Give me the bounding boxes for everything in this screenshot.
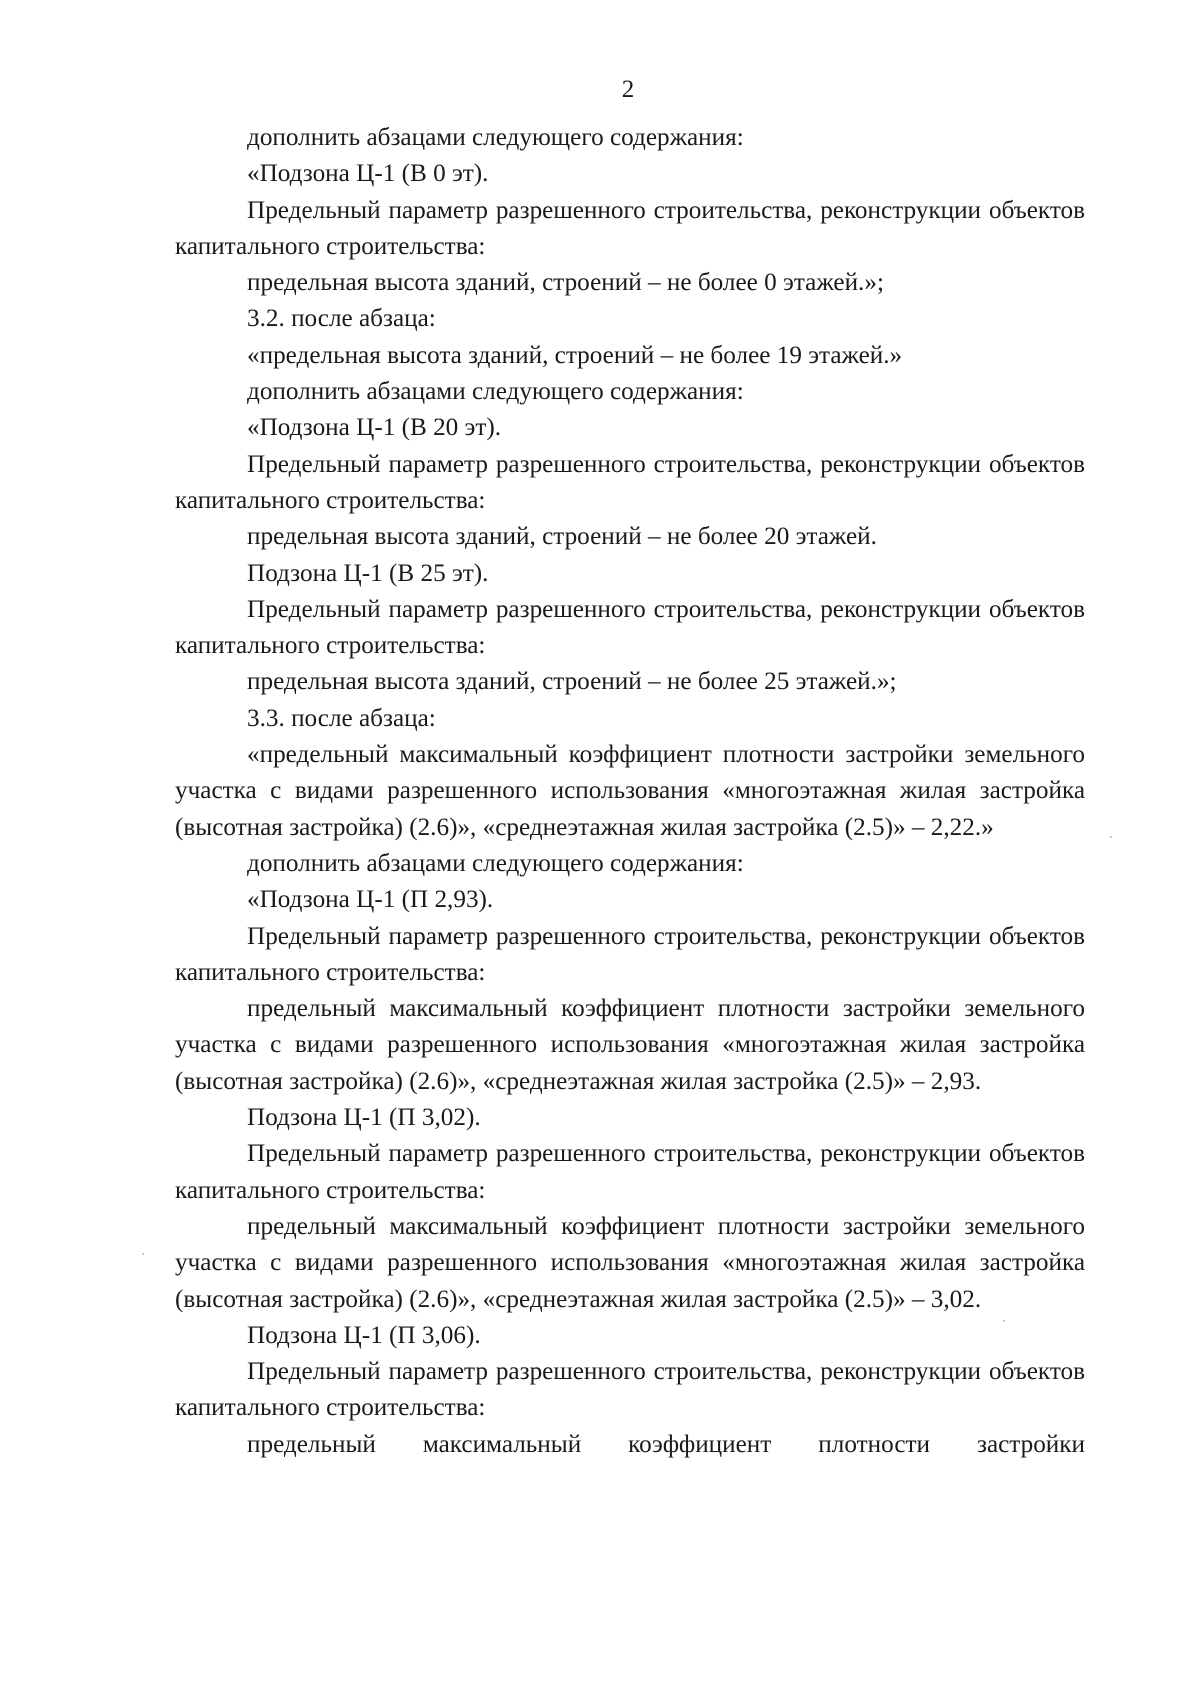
paragraph: предельная высота зданий, строений – не более 25 этажей.»; <box>247 668 897 696</box>
paragraph: 3.2. после абзаца: <box>247 305 436 333</box>
paragraph: Предельный параметр разрешенного строительства, реконструкции объектов капитального строительства: <box>175 1140 1085 1204</box>
paragraph: дополнить абзацами следующего содержания: <box>247 849 744 877</box>
paragraph: «предельная высота зданий, строений – не более 19 этажей.» <box>247 341 903 369</box>
paragraph: «Подзона Ц-1 (В 0 эт). <box>247 160 489 188</box>
paragraph: предельный максимальный коэффициент плотности застройки земельного участка с видами разрешенного использования «многоэтажная жилая застройка (высотная застройка) (2.6)», «среднеэтажная жилая застройка (2.5)» – 3,02. <box>175 1212 1085 1313</box>
paragraph: предельная высота зданий, строений – не более 0 этажей.»; <box>247 269 884 297</box>
paragraph: Подзона Ц-1 (П 3,06). <box>247 1321 481 1349</box>
paragraph: 3.3. после абзаца: <box>247 704 436 732</box>
paragraph: дополнить абзацами следующего содержания: <box>247 124 744 151</box>
paragraph: «Подзона Ц-1 (В 20 эт). <box>247 414 502 442</box>
paragraph: Предельный параметр разрешенного строительства, реконструкции объектов капитального строительства: <box>175 595 1085 660</box>
paragraph: Подзона Ц-1 (В 25 эт). <box>247 559 489 587</box>
page-number: 2 <box>621 76 635 103</box>
paragraph: Предельный параметр разрешенного строительства, реконструкции объектов капитального строительства: <box>175 1358 1085 1422</box>
paragraph: предельный максимальный коэффициент плотности застройки земельного участка с видами разрешенного использования «многоэтажная жилая застройка (высотная застройка) (2.6)», «среднеэтажная жилая застройка (2.5)» – 2,93. <box>175 995 1085 1095</box>
paragraph: дополнить абзацами следующего содержания: <box>247 378 744 406</box>
scan-speck <box>1003 1320 1005 1322</box>
document-body <box>175 120 1085 1463</box>
scan-speck <box>1110 836 1112 838</box>
paragraph: Предельный параметр разрешенного строительства, реконструкции объектов капитального строительства: <box>175 450 1085 514</box>
scan-speck <box>142 1253 144 1255</box>
paragraph: Предельный параметр разрешенного строительства, реконструкции объектов капитального строительства: <box>175 922 1085 986</box>
paragraph: Предельный параметр разрешенного строительства, реконструкции объектов капитального строительства: <box>175 196 1085 260</box>
paragraph: «предельный максимальный коэффициент плотности застройки земельного участка с видами разрешенного использования «многоэтажная жилая застройка (высотная застройка) (2.6)», «среднеэтажная жилая застройка (2.5)» – 2,22.» <box>175 741 1085 841</box>
paragraph: предельный максимальный коэффициент плотности застройки <box>247 1430 1085 1458</box>
paragraph: «Подзона Ц-1 (П 2,93). <box>247 886 494 914</box>
paragraph: предельная высота зданий, строений – не более 20 этажей. <box>247 523 877 551</box>
paragraph: Подзона Ц-1 (П 3,02). <box>247 1104 481 1132</box>
